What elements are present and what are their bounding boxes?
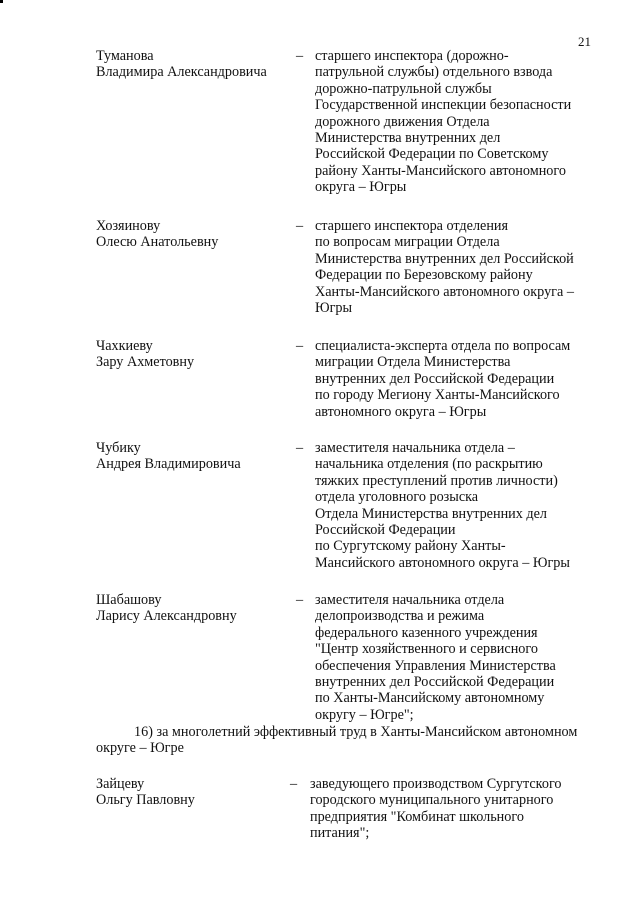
recipient-surname: Зайцеву — [96, 776, 145, 792]
recipient-position — [315, 48, 605, 196]
recipient-given-names: Ольгу Павловну — [96, 792, 195, 809]
separator-dash: – — [296, 338, 304, 354]
recipient-name — [96, 440, 296, 473]
section-heading-line: округе – Югре — [96, 740, 184, 757]
position-line: городского муниципального унитарного — [310, 792, 554, 809]
recipient-name — [96, 338, 296, 371]
separator-dash: – — [290, 776, 298, 792]
recipient-position — [315, 338, 605, 420]
position-line: специалиста-эксперта отдела по вопросам — [315, 338, 571, 354]
position-line: Государственной инспекции безопасности — [315, 97, 572, 114]
position-line: тяжких преступлений против личности) — [315, 472, 558, 489]
position-line: внутренних дел Российской Федерации — [315, 370, 555, 387]
position-line: заместителя начальника отдела — [315, 592, 505, 608]
recipient-given-names: Владимира Александровича — [96, 64, 267, 81]
position-line: Федерации по Березовскому району — [315, 267, 533, 284]
recipient-position — [315, 592, 605, 723]
position-line: Российской Федерации по Советскому — [315, 146, 549, 163]
position-line: заведующего производством Сургутского — [310, 776, 562, 792]
recipient-name — [96, 776, 296, 809]
recipient-position — [315, 440, 605, 571]
recipient-name — [96, 592, 296, 625]
position-line: Югры — [315, 300, 353, 317]
recipient-position — [310, 776, 600, 842]
position-line: отдела уголовного розыска — [315, 489, 479, 506]
recipient-surname: Туманова — [96, 48, 154, 64]
recipient-name — [96, 48, 296, 81]
recipient-surname: Чахкиеву — [96, 338, 153, 354]
recipient-name — [96, 218, 296, 251]
position-line: автономного округа – Югры — [315, 403, 487, 420]
separator-dash: – — [296, 218, 304, 234]
position-line: Ханты-Мансийского автономного округа – — [315, 283, 574, 300]
recipient-given-names: Олесю Анатольевну — [96, 234, 219, 251]
position-line: дорожного движения Отдела — [315, 113, 490, 130]
recipient-given-names: Андрея Владимировича — [96, 456, 241, 473]
position-line: питания"; — [310, 825, 370, 842]
recipient-surname: Чубику — [96, 440, 141, 456]
position-line: району Ханты-Мансийского автономного — [315, 162, 566, 179]
position-line: Мансийского автономного округа – Югры — [315, 554, 570, 571]
page-number: 21 — [578, 34, 591, 49]
position-line: Министерства внутренних дел Российской — [315, 250, 574, 267]
position-line: округа – Югры — [315, 179, 407, 196]
recipient-given-names: Зару Ахметовну — [96, 354, 195, 371]
position-line: патрульной службы) отдельного взвода — [315, 64, 553, 81]
position-line: Российской Федерации — [315, 522, 456, 539]
position-line: Министерства внутренних дел — [315, 130, 501, 147]
section-heading — [96, 724, 606, 757]
position-line: внутренних дел Российской Федерации — [315, 674, 555, 691]
recipient-given-names: Ларису Александровну — [96, 608, 237, 625]
position-line: заместителя начальника отдела – — [315, 440, 515, 456]
position-line: делопроизводства и режима — [315, 608, 485, 625]
position-line: по городу Мегиону Ханты-Мансийского — [315, 387, 560, 404]
position-line: по Сургутскому району Ханты- — [315, 538, 506, 555]
scan-corner-mark — [0, 0, 3, 3]
position-line: округу – Югре"; — [315, 706, 414, 723]
position-line: обеспечения Управления Министерства — [315, 657, 556, 674]
position-line: по вопросам миграции Отдела — [315, 234, 500, 251]
section-heading-line: 16) за многолетний эффективный труд в Ханты-Мансийском автономном — [134, 724, 578, 740]
position-line: федерального казенного учреждения — [315, 624, 538, 641]
separator-dash: – — [296, 592, 304, 608]
position-line: миграции Отдела Министерства — [315, 354, 511, 371]
position-line: "Центр хозяйственного и сервисного — [315, 641, 538, 658]
recipient-position — [315, 218, 605, 316]
recipient-surname: Хозяинову — [96, 218, 161, 234]
position-line: старшего инспектора отделения — [315, 218, 509, 234]
position-line: по Ханты-Мансийскому автономному — [315, 690, 545, 707]
separator-dash: – — [296, 48, 304, 64]
position-line: предприятия "Комбинат школьного — [310, 808, 524, 825]
separator-dash: – — [296, 440, 304, 456]
position-line: начальника отделения (по раскрытию — [315, 456, 543, 473]
position-line: Отдела Министерства внутренних дел — [315, 505, 547, 522]
position-line: старшего инспектора (дорожно- — [315, 48, 509, 64]
position-line: дорожно-патрульной службы — [315, 80, 492, 97]
recipient-surname: Шабашову — [96, 592, 162, 608]
